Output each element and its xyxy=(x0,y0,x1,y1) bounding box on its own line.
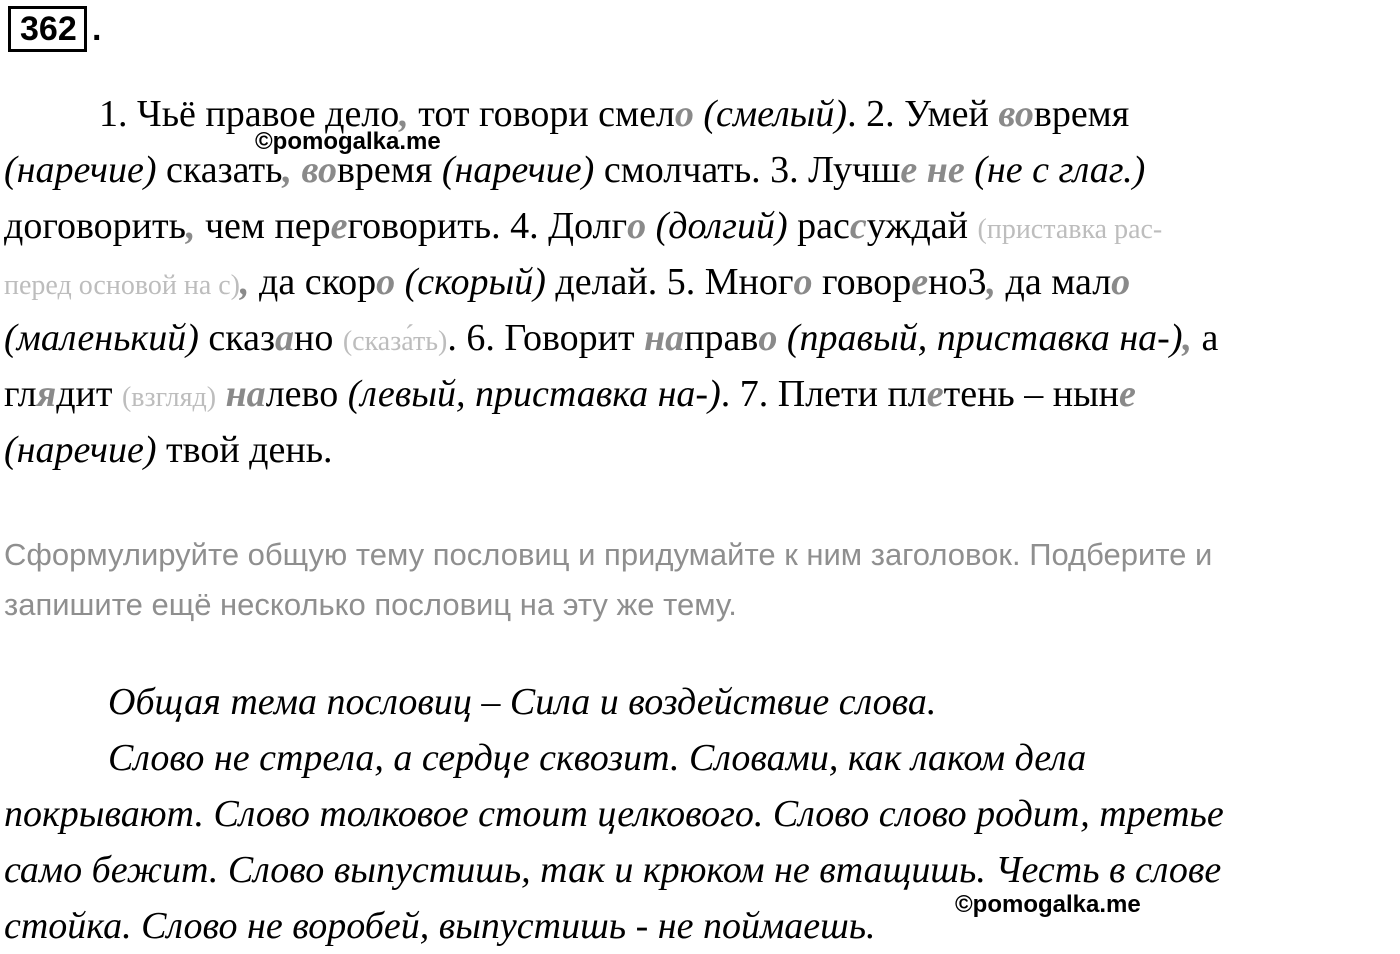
answer-text xyxy=(4,86,1396,478)
answer-fragment: но xyxy=(294,317,343,359)
answer-line-1 xyxy=(4,86,1396,142)
answer-fragment: делай. 5. Мног xyxy=(545,261,794,303)
highlighted-letter: с xyxy=(849,205,867,247)
highlighted-letter: я xyxy=(36,373,57,415)
answer-fragment: а xyxy=(1192,317,1219,359)
highlighted-letter: е не xyxy=(900,149,965,191)
answer-fragment: говорить. 4. Долг xyxy=(347,205,628,247)
answer-fragment: время xyxy=(1033,93,1130,135)
answer-line-4 xyxy=(4,254,1396,310)
answer-fragment: . 2. Умей xyxy=(847,93,999,135)
answer-line-3 xyxy=(4,198,1396,254)
explanation: (наречие) xyxy=(441,149,595,191)
watermark-bottom: ©pomogalka.me xyxy=(955,891,1141,918)
proverbs-line-2: Слово не стрела, а сердце сквозит. Словами, как лаком дела xyxy=(108,737,1087,779)
proverbs-text xyxy=(4,674,1396,954)
answer-fragment: гл xyxy=(4,373,37,415)
answer-fragment: время xyxy=(336,149,442,191)
answer-line-2 xyxy=(4,142,1396,198)
answer-fragment: тень – нын xyxy=(943,373,1119,415)
proverbs-theme: Общая тема пословиц – Сила и воздействие слова. xyxy=(108,681,937,723)
explanation: (не с глаг.) xyxy=(964,149,1146,191)
answer-fragment: договорить xyxy=(4,205,186,247)
answer-line-5 xyxy=(4,310,1396,366)
answer-fragment: тот говори смел xyxy=(408,93,675,135)
highlighted-letter: е xyxy=(926,373,944,415)
answer-fragment: . 6. Говорит xyxy=(447,317,645,359)
highlighted-letter: о xyxy=(758,317,778,359)
answer-fragment: . 7. Плети пл xyxy=(720,373,927,415)
answer-fragment: да мал xyxy=(996,261,1112,303)
explanation: (наречие) xyxy=(4,429,157,471)
grey-note: (приставка рас- xyxy=(977,214,1163,245)
highlighted-letter: е xyxy=(911,261,929,303)
task-line-2: запишите ещё несколько пословиц на эту же тему. xyxy=(4,587,737,622)
answer-fragment: говор xyxy=(812,261,912,303)
watermark-top: ©pomogalka.me xyxy=(255,128,441,155)
grey-note: (взгляд) xyxy=(121,382,217,413)
answer-fragment: рас xyxy=(787,205,850,247)
answer-fragment: но3 xyxy=(928,261,987,303)
answer-fragment: уждай xyxy=(866,205,978,247)
answer-fragment: да скор xyxy=(249,261,377,303)
highlighted-letter: на xyxy=(644,317,685,359)
highlighted-letter: е xyxy=(1118,373,1136,415)
answer-fragment: 1. Чьё правое дело xyxy=(99,93,400,135)
highlighted-punctuation: , xyxy=(399,93,409,135)
explanation: (правый, приставка на-) xyxy=(777,317,1183,359)
answer-fragment: смолчать. 3. Лучш xyxy=(594,149,901,191)
exercise-number-dot: . xyxy=(92,10,102,48)
highlighted-letter: о xyxy=(674,93,694,135)
proverbs-line-4: само бежит. Слово выпустишь, так и крюком не втащишь. Честь в слове xyxy=(4,849,1222,891)
answer-fragment: твой день. xyxy=(156,429,333,471)
answer-line-6 xyxy=(4,366,1396,422)
exercise-number: 362 xyxy=(8,6,87,52)
explanation: (маленький) xyxy=(4,317,199,359)
answer-line-7 xyxy=(4,422,1396,478)
answer-fragment: чем пер xyxy=(195,205,331,247)
highlighted-letter: о xyxy=(376,261,396,303)
answer-fragment: дит xyxy=(56,373,122,415)
explanation: (долгий) xyxy=(646,205,788,247)
highlighted-punctuation: , xyxy=(986,261,996,303)
proverbs-line-5: стойка. Слово не воробей, выпустишь - не поймаешь. xyxy=(4,905,876,947)
explanation: (наречие) xyxy=(4,149,157,191)
highlighted-letter: во xyxy=(998,93,1034,135)
highlighted-letter: о xyxy=(793,261,813,303)
highlighted-letter: , во xyxy=(282,149,337,191)
grey-note: (сказа́ть) xyxy=(342,326,448,357)
answer-fragment: прав xyxy=(684,317,759,359)
explanation: (смелый) xyxy=(693,93,848,135)
explanation: (левый, приставка на-) xyxy=(347,373,721,415)
highlighted-letter: о xyxy=(627,205,647,247)
highlighted-punctuation: , xyxy=(240,261,250,303)
grey-note: перед основой на с) xyxy=(4,270,241,301)
answer-fragment: сказать xyxy=(156,149,283,191)
answer-fragment: сказ xyxy=(198,317,276,359)
answer-fragment: лево xyxy=(265,373,348,415)
highlighted-punctuation: , xyxy=(185,205,196,247)
highlighted-letter: е xyxy=(330,205,348,247)
task-text xyxy=(4,530,1396,630)
highlighted-letter: о xyxy=(1111,261,1131,303)
highlighted-letter: на xyxy=(216,373,266,415)
explanation: (скорый) xyxy=(395,261,546,303)
task-line-1: Сформулируйте общую тему пословиц и придумайте к ним заголовок. Подберите и xyxy=(4,537,1213,572)
highlighted-punctuation: , xyxy=(1182,317,1192,359)
highlighted-letter: а xyxy=(275,317,295,359)
proverbs-line-3: покрывают. Слово толковое стоит целкового. Слово слово родит, третье xyxy=(4,793,1224,835)
